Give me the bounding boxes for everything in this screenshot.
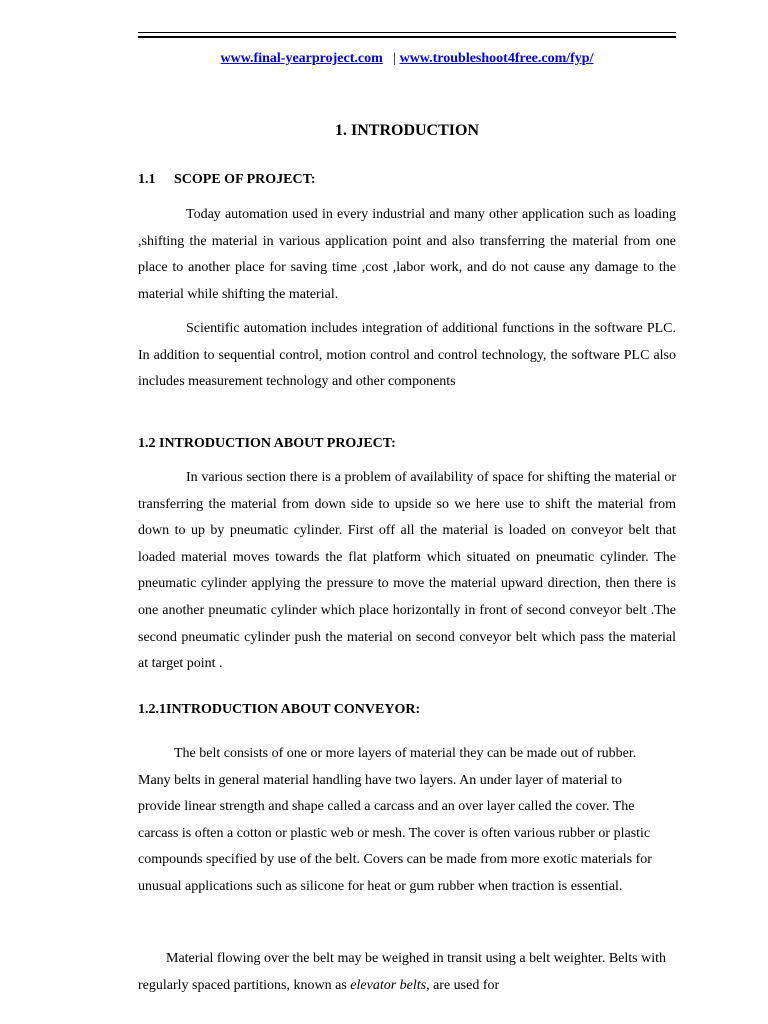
elevator-belts-emphasis: elevator belts [350, 977, 427, 993]
section-title: SCOPE OF PROJECT: [174, 172, 316, 187]
section-heading-intro-conveyor: 1.2.1INTRODUCTION ABOUT CONVEYOR: [138, 702, 421, 717]
header-separator: | [393, 51, 397, 66]
chapter-title: 1. INTRODUCTION [334, 122, 479, 139]
page-header [138, 51, 676, 67]
final-yearproject-link[interactable]: www.final-yearproject.com [220, 51, 383, 66]
section-heading-scope [138, 172, 316, 188]
paragraph-intro-project: In various section there is a problem of availability of space for shifting the material or transferring the material from down side to upside so we here use to shift the material from down to up by pneumatic cylinder. First off all the material is loaded on conveyor belt that loaded material moves towards the flat platform which situated on pneumatic cylinder. The pneumatic cylinder applying the pressure to move the material upward direction, then there is one another pneumatic cylinder which place horizontally in front of second conveyor belt .The second pneumatic cylinder push the material on second conveyor belt which pass the material at target point . [138, 470, 676, 672]
paragraph-scope-1: Today automation used in every industrial and many other application such as loading ,shifting the material in various application point and also transferring the material from one place to another place for saving time ,cost ,labor work, and do not cause any damage to the material while shifting the material. [138, 207, 676, 302]
header-rule-thin [138, 32, 676, 33]
paragraph-conveyor-2 [138, 946, 668, 999]
section-heading-intro-project: 1.2 INTRODUCTION ABOUT PROJECT: [138, 436, 396, 451]
paragraph-conveyor-1: The belt consists of one or more layers of material they can be made out of rubber. Many belts in general material handling have two layers. An under layer of material to provide linear strength and shape called a carcass and an over layer called the cover. The carcass is often a cotton or plastic web or mesh. The cover is often various rubber or plastic compounds specified by use of the belt. Covers can be made from more exotic materials for unusual applications such as silicone for heat or gum rubber when traction is essential. [138, 746, 652, 894]
paragraph-scope-2: Scientific automation includes integration of additional functions in the software PLC. In addition to sequential control, motion control and control technology, the software PLC also includes measurement technology and other components [138, 321, 676, 390]
paragraph-text-before: Material flowing over the belt may be weighed in transit using a belt weighter. Belts with regularly spaced partitions, known as [138, 951, 666, 993]
header-rule-thick [138, 36, 676, 38]
paragraph-text-after: , are used for [426, 977, 500, 993]
section-number: 1.1 [138, 172, 156, 187]
troubleshoot4free-link[interactable]: www.troubleshoot4free.com/fyp/ [399, 51, 594, 66]
